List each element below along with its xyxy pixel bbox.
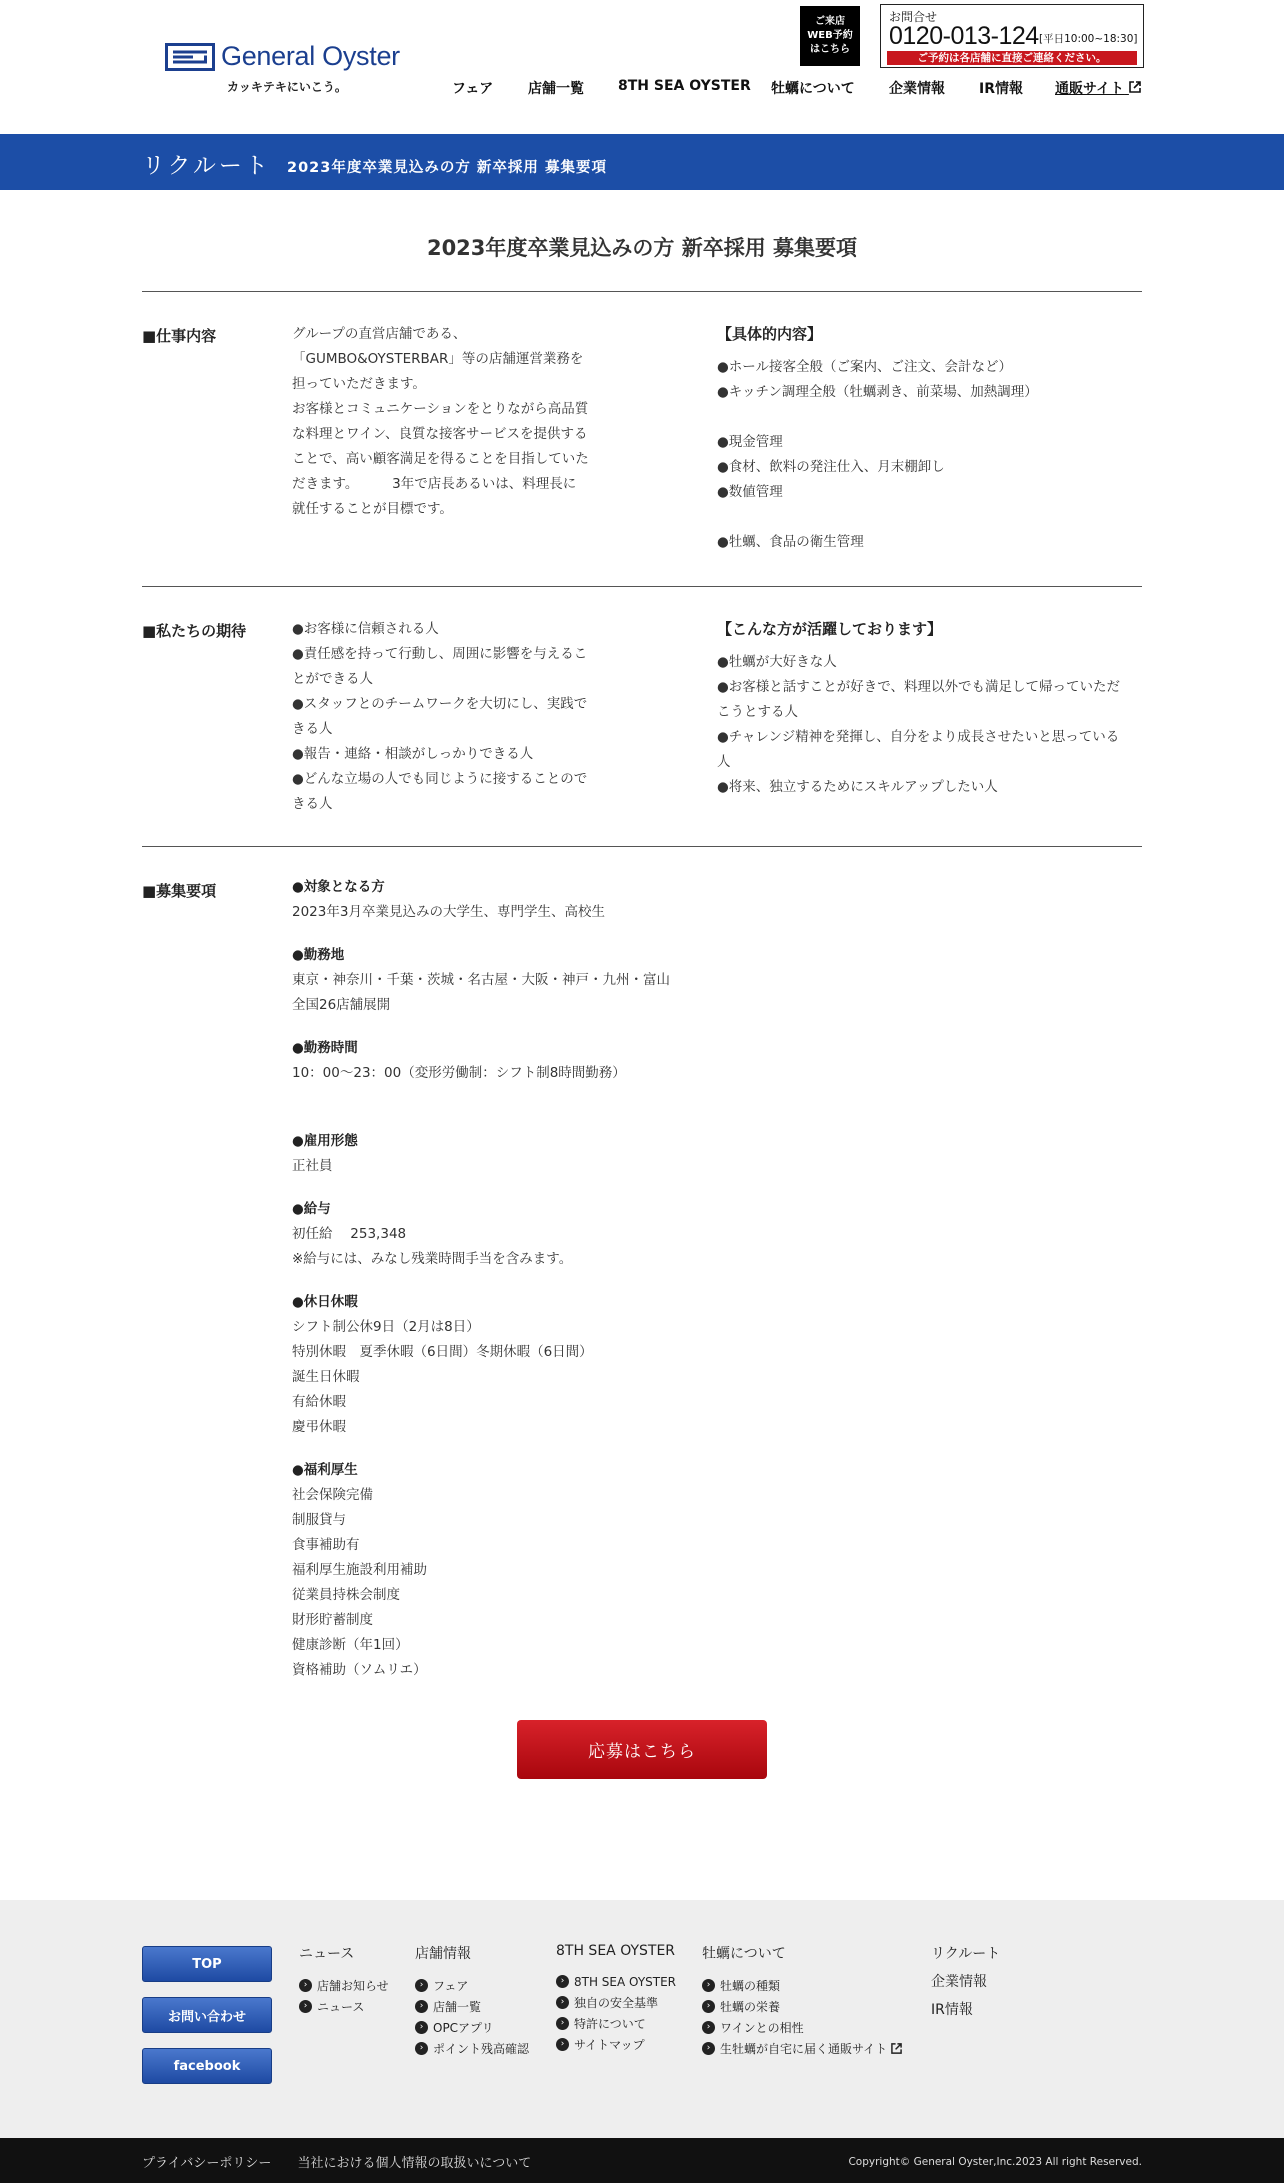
footer-col-stores: 店舗情報 › フェア › 店舗一覧 › OPCアプリ › ポイント残高確認 bbox=[415, 1943, 529, 2059]
recruit-requirements: ●対象となる方 2023年3月卒業見込みの大学生、専門学生、高校生 ●勤務地 東京・神奈川・千葉・茨城・名古屋・大阪・神戸・九州・富山 全国26店舗展開 ●勤務時間 10：00～23：00（変形労働制：シフト制8時間勤務） ●雇用形態 正社員 ●給与 初任給 253,348 ※給与には、みなし残業時間手当を含みます。 ●休日休暇 シフト制公休9日（2月は8日） 特別休暇 夏季休暇（6日間）冬期休暇（6日間） 誕生日休暇 有給休暇 慶弔休暇 ●福利厚生 社会保険完備 制服貸与 食事補助有 福利厚生施設利用補助 従業員持株会制度 財形貯蓄制度 健康診断（年1回） 資格補助（ソムリエ） bbox=[292, 879, 670, 1678]
footer-link[interactable]: › サイトマップ bbox=[556, 2034, 676, 2055]
banner-title: リクルート bbox=[142, 153, 271, 179]
arrow-circle-icon: › bbox=[556, 1975, 569, 1988]
arrow-circle-icon: › bbox=[299, 1979, 312, 1992]
footer-bottom-bar bbox=[0, 2138, 1284, 2183]
footer-link[interactable]: › 牡蠣の栄養 bbox=[702, 1996, 902, 2017]
site-footer bbox=[0, 1900, 1284, 2138]
footer-link[interactable]: › 店舗一覧 bbox=[415, 1996, 529, 2017]
footer-col-news: ニュース › 店舗お知らせ › ニュース bbox=[299, 1943, 389, 2017]
apply-button[interactable]: 応募はこちら bbox=[517, 1720, 767, 1779]
external-link-icon bbox=[1129, 81, 1141, 93]
arrow-circle-icon: › bbox=[415, 2000, 428, 2013]
page-title: 2023年度卒業見込みの方 新卒採用 募集要項 bbox=[426, 236, 858, 260]
section-label-job: ■仕事内容 bbox=[142, 327, 217, 345]
footer-link[interactable]: › ニュース bbox=[299, 1996, 389, 2017]
arrow-circle-icon: › bbox=[702, 2042, 715, 2055]
footer-link[interactable]: › 生牡蠣が自宅に届く通販サイト bbox=[702, 2038, 902, 2059]
contact-hours: [平日10:00~18:30] bbox=[1039, 33, 1138, 45]
arrow-circle-icon: › bbox=[556, 2017, 569, 2030]
brand-logo[interactable] bbox=[165, 43, 405, 95]
brand-tagline: カッキテキにいこう。 bbox=[227, 80, 347, 94]
contact-phone-box[interactable] bbox=[880, 4, 1144, 68]
web-reservation-button[interactable]: ご来店 WEB予約 はこちら bbox=[800, 6, 860, 66]
footer-link[interactable]: › 8TH SEA OYSTER bbox=[556, 1971, 676, 1992]
arrow-circle-icon: › bbox=[415, 2042, 428, 2055]
arrow-circle-icon: › bbox=[299, 2000, 312, 2013]
arrow-circle-icon: › bbox=[415, 2021, 428, 2034]
footer-facebook-button[interactable]: facebook bbox=[142, 2048, 272, 2084]
arrow-circle-icon: › bbox=[556, 1996, 569, 2009]
arrow-circle-icon: › bbox=[556, 2038, 569, 2051]
nav-ir[interactable]: IR情報 bbox=[979, 81, 1023, 97]
active-people-heading: 【こんな方が活躍しております】 bbox=[717, 620, 943, 638]
footer-link-company[interactable]: 企業情報 bbox=[931, 1974, 987, 1990]
job-details-heading: 【具体的内容】 bbox=[717, 325, 823, 343]
footer-col-oysters: 牡蠣について › 牡蠣の種類 › 牡蠣の栄養 › ワインとの相性 › 生牡蠣が自宅に届く通販サイト bbox=[702, 1943, 902, 2059]
footer-side-links bbox=[931, 1943, 1000, 2027]
footer-link[interactable]: › フェア bbox=[415, 1975, 529, 1996]
footer-link-recruit[interactable]: リクルート bbox=[931, 1946, 1001, 1962]
footer-link[interactable]: › OPCアプリ bbox=[415, 2017, 529, 2038]
active-people-list: 【こんな方が活躍しております】 ●牡蠣が大好きな人 ●お客様と話すことが好きで、料理以外でも満足して帰っていただ こうとする人 ●チャレンジ精神を発揮し、自分をより成長させたいと思っている 人 ●将来、独立するためにスキルアップしたい人 bbox=[717, 617, 1147, 800]
contact-phone: 0120-013-124 bbox=[889, 22, 1039, 50]
page-banner bbox=[0, 134, 1284, 190]
banner-subtitle: 2023年度卒業見込みの方 新卒採用 募集要項 bbox=[287, 160, 607, 176]
nav-company[interactable]: 企業情報 bbox=[889, 81, 945, 97]
arrow-circle-icon: › bbox=[415, 1979, 428, 1992]
external-link-icon bbox=[891, 2043, 902, 2054]
footer-link[interactable]: › 店舗お知らせ bbox=[299, 1975, 389, 1996]
nav-about-oysters[interactable]: 牡蠣について bbox=[771, 81, 855, 97]
job-description: グループの直営店舗である、 「GUMBO&OYSTERBAR」等の店舗運営業務を 担っていただきます。 お客様とコミュニケーションをとりながら高品質 な料理とワイン、良質な接客サービスを提供する ことで、高い顧客満足を得ることを目指していた だきます。 3年で店長あるいは、料理長に 就任することが目標です。 bbox=[292, 326, 589, 517]
divider bbox=[142, 291, 1142, 292]
footer-link[interactable]: › 牡蠣の種類 bbox=[702, 1975, 902, 1996]
footer-link[interactable]: › ワインとの相性 bbox=[702, 2017, 902, 2038]
logo-mark-icon bbox=[165, 43, 215, 71]
footer-link[interactable]: › 独自の安全基準 bbox=[556, 1992, 676, 2013]
contact-label: お問合せ bbox=[889, 10, 938, 24]
footer-link[interactable]: › ポイント残高確認 bbox=[415, 2038, 529, 2059]
nav-fair[interactable]: フェア bbox=[452, 81, 494, 97]
copyright: Copyright© General Oyster,Inc.2023 All right Reserved. bbox=[848, 2156, 1142, 2168]
site-header bbox=[0, 0, 1284, 134]
footer-top-button[interactable]: TOP bbox=[142, 1946, 272, 1982]
section-label-recruit: ■募集要項 bbox=[142, 882, 217, 900]
footer-link[interactable]: › 特許について bbox=[556, 2013, 676, 2034]
arrow-circle-icon: › bbox=[702, 2000, 715, 2013]
brand-name: General Oyster bbox=[221, 41, 400, 71]
personal-info-link[interactable]: 当社における個人情報の取扱いについて bbox=[297, 2156, 532, 2171]
nav-online-shop[interactable]: 通販サイト bbox=[1055, 78, 1141, 98]
divider bbox=[142, 846, 1142, 847]
arrow-circle-icon: › bbox=[702, 1979, 715, 1992]
divider bbox=[142, 586, 1142, 587]
footer-link-ir[interactable]: IR情報 bbox=[931, 2002, 973, 2018]
privacy-policy-link[interactable]: プライバシーポリシー bbox=[142, 2156, 272, 2171]
footer-contact-button[interactable]: お問い合わせ bbox=[142, 1997, 272, 2033]
expectation-list: ●お客様に信頼される人 ●責任感を持って行動し、周囲に影響を与えるこ とができる人 ●スタッフとのチームワークを大切にし、実践で きる人 ●報告・連絡・相談がしっかりできる人 ●どんな立場の人でも同じように接することので きる人 bbox=[292, 621, 588, 812]
nav-stores[interactable]: 店舗一覧 bbox=[528, 81, 584, 97]
job-details: 【具体的内容】 ●ホール接客全般（ご案内、ご注文、会計など） ●キッチン調理全般（牡蠣剥き、前菜場、加熱調理） ●現金管理 ●食材、飲料の発注仕入、月末棚卸し ●数値管理 ●牡蠣、食品の衛生管理 bbox=[717, 322, 1137, 555]
nav-8th-sea-oyster[interactable]: 8TH SEA OYSTER bbox=[618, 78, 751, 94]
arrow-circle-icon: › bbox=[702, 2021, 715, 2034]
contact-note: ご予約は各店舗に直接ご連絡ください。 bbox=[887, 51, 1137, 65]
footer-col-8th-sea-oyster: 8TH SEA OYSTER › 8TH SEA OYSTER › 独自の安全基準 › 特許について › サイトマップ bbox=[556, 1943, 676, 2055]
section-label-expect: ■私たちの期待 bbox=[142, 622, 247, 640]
